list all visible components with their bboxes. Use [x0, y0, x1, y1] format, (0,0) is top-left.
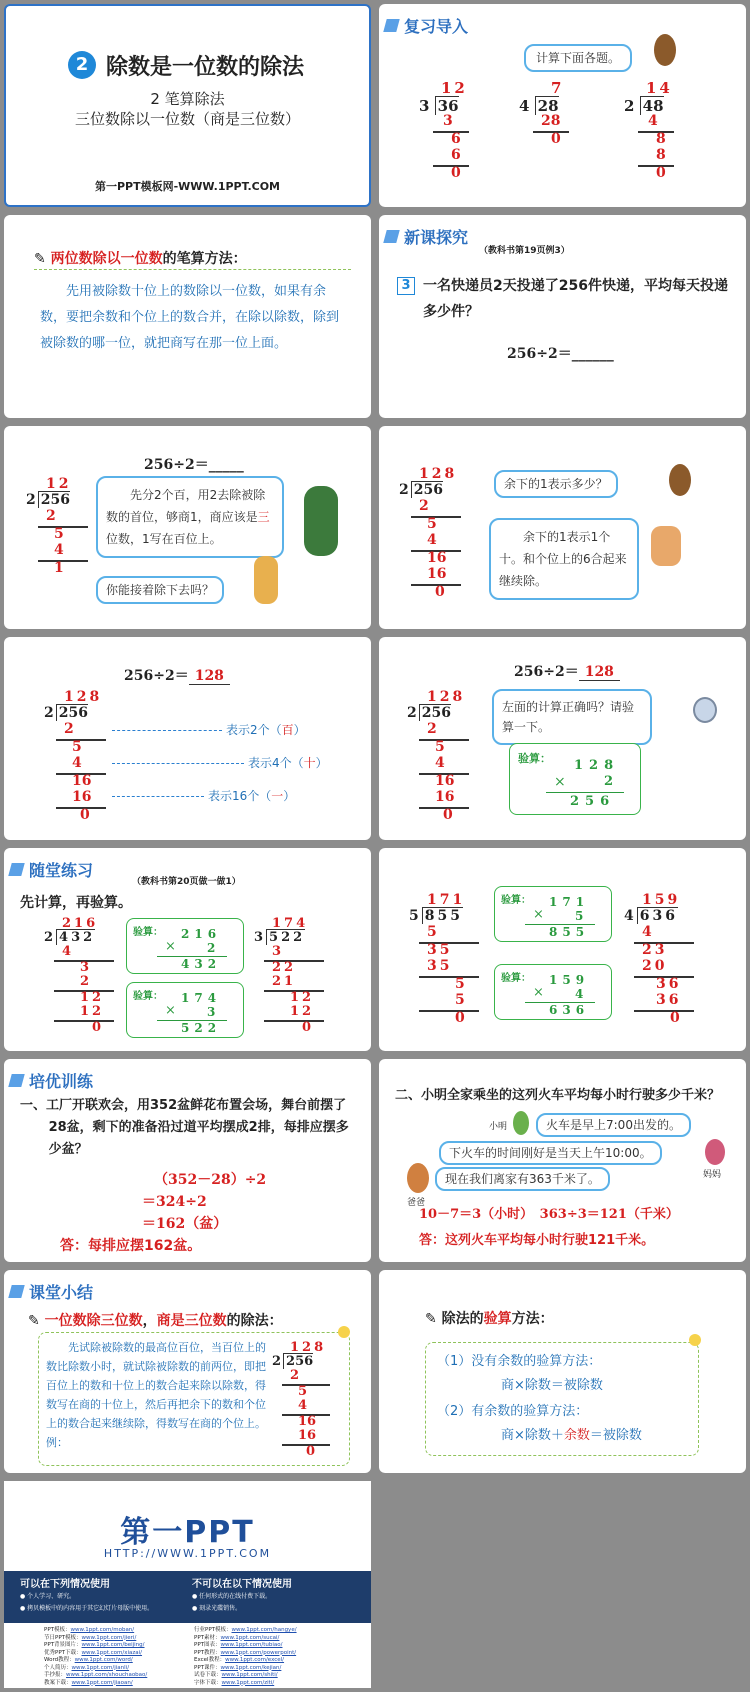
link-row [44, 1635, 194, 1643]
student-figure [651, 526, 681, 566]
link-url[interactable]: www.1ppt.com/moban/ [70, 1627, 135, 1633]
slide-summary-1[interactable] [4, 1270, 371, 1473]
slide-summary-2[interactable] [379, 1270, 746, 1473]
link-row [194, 1650, 364, 1658]
link-url[interactable]: www.1ppt.com/ziti/ [221, 1679, 275, 1686]
slide-step-2[interactable] [379, 426, 746, 629]
link-row [194, 1642, 364, 1650]
explanation-bubble: 先分2个百，用2去除被除数的首位，够商1，商应该是三位数，1写在百位上。 [96, 476, 284, 558]
verification-box-1: 验算： 216 × 2 432 [126, 918, 244, 974]
label-father: 爸爸 [407, 1198, 426, 1208]
slide-extension-2[interactable] [379, 1059, 746, 1262]
division-432: 216 2 432 4 3 2 12 12 0 [44, 916, 120, 1046]
link-label: PPT课件： [194, 1664, 221, 1671]
answer: 答：这列火车平均每小时行驶121千米。 [419, 1233, 655, 1248]
link-url[interactable]: www.1ppt.com/hangye/ [231, 1627, 297, 1633]
division-522: 174 3 522 3 22 21 12 12 0 [254, 916, 330, 1046]
header-icon [8, 1074, 24, 1087]
cannot-use-title: 不可以在以下情况使用 [192, 1579, 292, 1590]
link-label: 优秀PPT下载： [44, 1649, 82, 1656]
note-tens: 表示4个（十） [248, 756, 328, 770]
link-label: PPT背景图片： [44, 1642, 82, 1648]
link-url[interactable]: www.1ppt.com/excel/ [225, 1657, 285, 1663]
link-label: 手抄报： [44, 1672, 67, 1678]
method-body: 先用被除数十位上的数除以一位数，如果有余数，要把余数和个位上的数合并，在除以除数，除到被除数的哪一位，就把商写在那一位上面。 [40, 284, 340, 351]
section-header: 课堂小结 [10, 1280, 93, 1303]
cannot-use-2: ● 刻录光碟销售。 [192, 1605, 242, 1612]
solution-line-2: ＝324÷2 [142, 1194, 207, 1210]
long-division: 128 2 256 2 5 4 16 16 0 [407, 689, 477, 839]
link-label: 行业PPT模板： [194, 1627, 232, 1633]
link-url[interactable]: www.1ppt.com/tubiao/ [220, 1642, 283, 1648]
verification-box-1: 验算： 171 × 5 855 [494, 886, 612, 942]
equation: 256÷2＝ 128 [124, 665, 230, 685]
bubble-departure: 火车是早上7:00出发的。 [536, 1113, 691, 1137]
link-url[interactable]: www.1ppt.com/kejian/ [220, 1664, 282, 1671]
subtitle-2: 三位数除以一位数（商是三位数） [74, 110, 300, 128]
link-url[interactable]: www.1ppt.com/beijing/ [81, 1642, 145, 1648]
header-icon [383, 19, 399, 32]
guide-line-2 [112, 763, 244, 764]
father-avatar [407, 1163, 429, 1193]
equation: 256÷2＝ 128 [514, 661, 620, 681]
slide-ad[interactable] [4, 1481, 371, 1688]
guide-line-1 [112, 730, 222, 731]
link-url[interactable]: www.1ppt.com/xiazai/ [81, 1649, 143, 1656]
link-row [44, 1657, 194, 1665]
teacher-figure [304, 486, 338, 556]
verification-box-2: 验算： 174 × 3 522 [126, 982, 244, 1038]
slide-title[interactable] [4, 4, 371, 207]
student-figure [254, 556, 278, 604]
long-division: 128 2 256 2 5 4 16 16 0 [44, 689, 114, 839]
link-url[interactable]: www.1ppt.com/word/ [74, 1657, 133, 1663]
equation: 256÷2＝_____ [144, 457, 244, 473]
link-row [44, 1627, 194, 1635]
guide-line-3 [112, 796, 204, 797]
link-label: Excel教程： [194, 1657, 226, 1663]
textbook-ref: （教科书第20页做一做1） [132, 877, 241, 887]
link-row [44, 1665, 194, 1673]
lightbulb-icon [689, 1334, 701, 1346]
subtitle-1: 2 笔算除法 [150, 90, 225, 108]
link-label: 字体下载： [194, 1679, 222, 1686]
slide-practice-1[interactable] [4, 848, 371, 1051]
bubble-distance: 现在我们离家有363千米了。 [435, 1167, 610, 1191]
example-number: 3 [397, 277, 415, 295]
slide-review[interactable] [379, 4, 746, 207]
divider-line [34, 269, 351, 270]
links-right [194, 1627, 364, 1687]
summary-body: 先试除被除数的最高位百位，当百位上的数比除数小时，就试除被除数的前两位，即把百位上的数和十位上的数合起来除以除数，得数写在商的十位上，然后再把余下的数和个位上的数合起来继续除，得数写在商的个位上。例： [46, 1341, 266, 1449]
slide-new-lesson[interactable] [379, 215, 746, 418]
boy-avatar [513, 1111, 529, 1135]
summary-title: ✎ 除法的验算方法： [425, 1311, 554, 1327]
slide-extension-1[interactable] [4, 1059, 371, 1262]
link-row [194, 1672, 364, 1680]
answer-bubble: 余下的1表示1个十。和个位上的6合起来继续除。 [489, 518, 639, 600]
link-url[interactable]: www.1ppt.com/jianli/ [71, 1664, 130, 1671]
division-855: 171 5 855 5 35 35 5 5 0 [409, 892, 485, 1042]
link-url[interactable]: www.1ppt.com/sucai/ [220, 1634, 280, 1641]
slide-method-review[interactable] [4, 215, 371, 418]
verification-box-2: 验算： 159 × 4 636 [494, 964, 612, 1020]
slide-verify[interactable] [379, 637, 746, 840]
link-row [194, 1665, 364, 1673]
slide-step-1[interactable] [4, 426, 371, 629]
link-label: 节日PPT模板： [44, 1634, 82, 1641]
lightbulb-icon [338, 1326, 350, 1338]
check-bubble: 左面的计算正确吗？请验算一下。 [492, 689, 652, 745]
can-use-2: ● 拷贝模板中的内容用于其它幻灯片母版中使用。 [20, 1605, 154, 1612]
slide-practice-2[interactable] [379, 848, 746, 1051]
slide-title-text: 除数是一位数的除法 [106, 55, 305, 80]
bubble-arrival: 下火车的时间刚好是当天上午10:00。 [439, 1141, 662, 1165]
link-row [194, 1680, 364, 1688]
link-row [194, 1657, 364, 1665]
header-icon [8, 863, 24, 876]
teacher-avatar [669, 464, 691, 496]
can-use-1: ● 个人学习、研究。 [20, 1593, 76, 1600]
teacher-avatar [654, 34, 676, 66]
link-label: PPT素材： [194, 1634, 221, 1641]
solution: 10－7＝3（小时） 363÷3＝121（千米） [419, 1207, 679, 1222]
word-problem: 一、工厂开联欢会，用352盆鲜花布置会场，舞台前摆了28盆，剩下的准备沿过道平均摆成2排，每排应摆多少盆？ [20, 1098, 349, 1157]
link-label: PPT模板： [44, 1627, 71, 1633]
header-icon [8, 1285, 24, 1298]
long-division: 12 2 256 2 5 4 1 [26, 476, 96, 616]
summary-title: ✎ 一位数除三位数，商是三位数的除法： [28, 1313, 283, 1329]
question-bubble: 你能接着除下去吗？ [96, 576, 224, 604]
equation: 256÷2＝______ [507, 346, 614, 362]
division-3: 14 2 48 4 8 8 0 [624, 79, 673, 181]
word-problem: 二、小明全家乘坐的这列火车平均每小时行驶多少千米？ [395, 1088, 721, 1103]
link-url[interactable]: www.1ppt.com/jieri/ [81, 1634, 137, 1641]
footer-text: 第一PPT模板网-WWW.1PPT.COM [94, 180, 281, 193]
long-division: 128 2 256 2 5 4 16 16 0 [272, 1340, 342, 1470]
ppt-logo: 第一PPT [120, 1515, 255, 1550]
long-division: 128 2 256 2 5 4 16 16 0 [399, 466, 469, 616]
formula-1: 商×除数＝被除数 [501, 1378, 603, 1393]
section-header: 复习导入 [385, 14, 468, 37]
speech-bubble: 计算下面各题。 [524, 44, 632, 72]
answer: 答：每排应摆162盆。 [60, 1238, 202, 1254]
division-2: 7 4 28 28 0 [519, 79, 579, 199]
note-ones: 表示16个（一） [208, 789, 296, 803]
section-header: 培优训练 [10, 1069, 93, 1092]
verification-box: 验算： 128 × 2 256 [509, 743, 641, 815]
link-url[interactable]: www.1ppt.com/shouchaobao/ [66, 1672, 148, 1678]
label-xiaoming: 小明 [489, 1122, 508, 1132]
cannot-use-1: ● 任何形式的在线付费下载。 [192, 1593, 272, 1600]
can-use-title: 可以在下列情况使用 [20, 1579, 110, 1590]
solution-line-3: ＝162（盆） [142, 1216, 228, 1232]
link-row [44, 1642, 194, 1650]
method-title: ✎ 两位数除以一位数的笔算方法： [34, 251, 247, 267]
lesson-badge: 2 [68, 51, 96, 79]
link-label: Word教程： [44, 1657, 75, 1663]
link-label: PPT图表： [194, 1642, 221, 1648]
method-1: （1）没有余数的验算方法： [437, 1354, 602, 1369]
textbook-ref: （教科书第19页例3） [479, 246, 570, 256]
header-icon [383, 230, 399, 243]
division-636: 159 4 636 4 23 20 36 36 0 [624, 892, 700, 1042]
link-row [194, 1627, 364, 1635]
note-hundreds: 表示2个（百） [226, 723, 306, 737]
section-header: 随堂练习 [10, 858, 93, 881]
method-2: （2）有余数的验算方法： [437, 1404, 589, 1419]
link-url[interactable]: www.1ppt.com/jiaoan/ [71, 1679, 133, 1686]
robot-avatar [693, 697, 717, 723]
word-problem: 一名快递员2天投递了256件快递，平均每天投递多少件？ [423, 278, 728, 320]
formula-2: 商×除数＋余数＝被除数 [501, 1428, 642, 1443]
link-label: 个人简历： [44, 1664, 72, 1671]
instruction: 先计算，再验算。 [20, 895, 132, 911]
link-label: PPT教程： [194, 1649, 221, 1656]
logo-url: HTTP://WWW.1PPT.COM [103, 1547, 272, 1560]
section-header: 新课探究 [385, 225, 468, 248]
link-url[interactable]: www.1ppt.com/powerpoint/ [220, 1649, 297, 1656]
mother-avatar [705, 1139, 725, 1165]
link-url[interactable]: www.1ppt.com/shiti/ [221, 1672, 278, 1678]
link-row [44, 1672, 194, 1680]
slide-place-value[interactable] [4, 637, 371, 840]
links-left [44, 1627, 194, 1687]
link-row [44, 1680, 194, 1688]
link-label: 教案下载： [44, 1679, 72, 1686]
link-row [194, 1635, 364, 1643]
division-1: 12 3 36 3 6 6 0 [419, 79, 468, 181]
link-row [44, 1650, 194, 1658]
solution-line-1: （352－28）÷2 [154, 1172, 267, 1188]
label-mother: 妈妈 [703, 1170, 722, 1180]
question-bubble: 余下的1表示多少？ [494, 470, 618, 498]
link-label: 试卷下载： [194, 1672, 222, 1678]
